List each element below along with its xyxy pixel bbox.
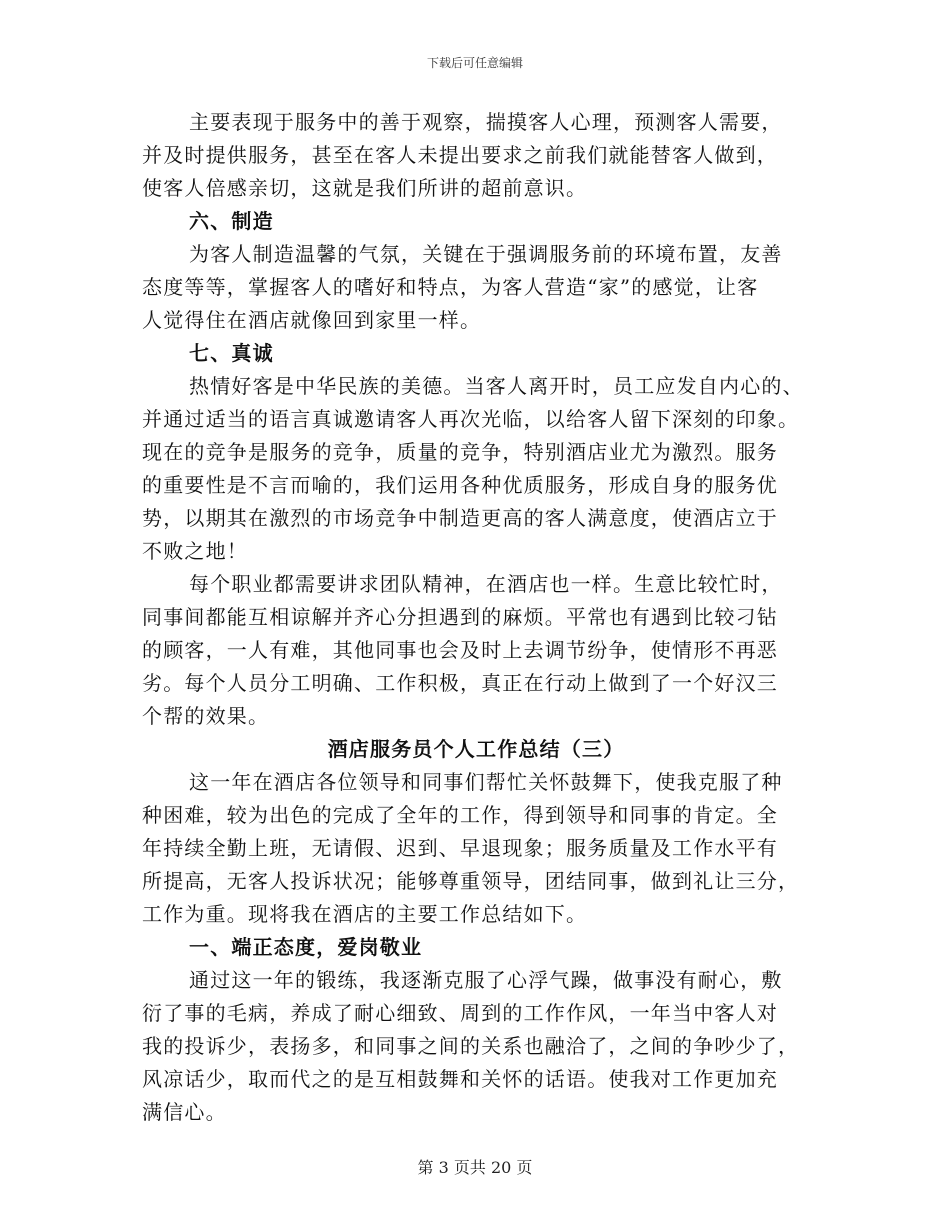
text-line: 衍了事的毛病，养成了耐心细致、周到的工作作风，一年当中客人对 [142, 1001, 778, 1025]
text-line: 种困难，较为出色的完成了全年的工作，得到领导和同事的肯定。全 [142, 803, 778, 827]
text-line: 每个职业都需要讲求团队精神，在酒店也一样。生意比较忙时， [189, 572, 783, 596]
text-line: 态度等等，掌握客人的嗜好和特点，为客人营造“家”的感觉，让客 [142, 275, 759, 299]
text-line: 现在的竞争是服务的竞争，质量的竞争，特别酒店业尤为激烈。服务 [142, 440, 778, 464]
text-line: 劣。每个人员分工明确、工作积极，真正在行动上做到了一个好汉三 [142, 671, 778, 695]
document-title: 酒店服务员个人工作总结（三） [327, 737, 625, 761]
text-line: 满信心。 [142, 1100, 227, 1124]
text-line: 通过这一年的锻练，我逐渐克服了心浮气躁，做事没有耐心，敷 [189, 968, 783, 992]
text-line: 年持续全勤上班，无请假、迟到、早退现象；服务质量及工作水平有 [142, 836, 778, 860]
text-line: 同事间都能互相谅解并齐心分担遇到的麻烦。平常也有遇到比较刁钻 [142, 605, 778, 629]
text-line: 热情好客是中华民族的美德。当客人离开时，员工应发自内心的、 [189, 374, 804, 398]
text-line: 个帮的效果。 [142, 704, 270, 728]
text-line: 的顾客，一人有难，其他同事也会及时上去调节纷争，使情形不再恶 [142, 638, 778, 662]
section-heading: 七、真诚 [189, 341, 274, 365]
text-line: 风凉话少，取而代之的是互相鼓舞和关怀的话语。使我对工作更加充 [142, 1067, 778, 1091]
section-heading: 六、制造 [189, 209, 274, 233]
text-line: 使客人倍感亲切，这就是我们所讲的超前意识。 [142, 176, 588, 200]
text-line: 人觉得住在酒店就像回到家里一样。 [142, 308, 482, 332]
text-line: 我的投诉少，表扬多，和同事之间的关系也融洽了，之间的争吵少了， [142, 1034, 800, 1058]
page-header: 下载后可任意编辑 [426, 56, 523, 70]
text-line: 势，以期其在激烈的市场竞争中制造更高的客人满意度，使酒店立于 [142, 506, 778, 530]
text-line: 工作为重。现将我在酒店的主要工作总结如下。 [142, 902, 588, 926]
text-line: 的重要性是不言而喻的，我们运用各种优质服务，形成自身的服务优 [142, 473, 778, 497]
text-line: 这一年在酒店各位领导和同事们帮忙关怀鼓舞下，使我克服了种 [189, 770, 783, 794]
text-line: 并通过适当的语言真诚邀请客人再次光临，以给客人留下深刻的印象。 [142, 407, 800, 431]
document-body [142, 106, 810, 1129]
section-heading: 一、端正态度，爱岗敬业 [189, 935, 423, 959]
text-line: 所提高，无客人投诉状况；能够尊重领导，团结同事，做到礼让三分， [142, 869, 800, 893]
text-line: 不败之地！ [142, 539, 248, 563]
page-footer: 第 3 页共 20 页 [417, 1158, 533, 1177]
text-line: 主要表现于服务中的善于观察，揣摸客人心理，预测客人需要， [189, 110, 783, 134]
text-line: 并及时提供服务，甚至在客人未提出要求之前我们就能替客人做到， [142, 143, 778, 167]
text-line: 为客人制造温馨的气氛，关键在于强调服务前的环境布置，友善 [189, 242, 783, 266]
